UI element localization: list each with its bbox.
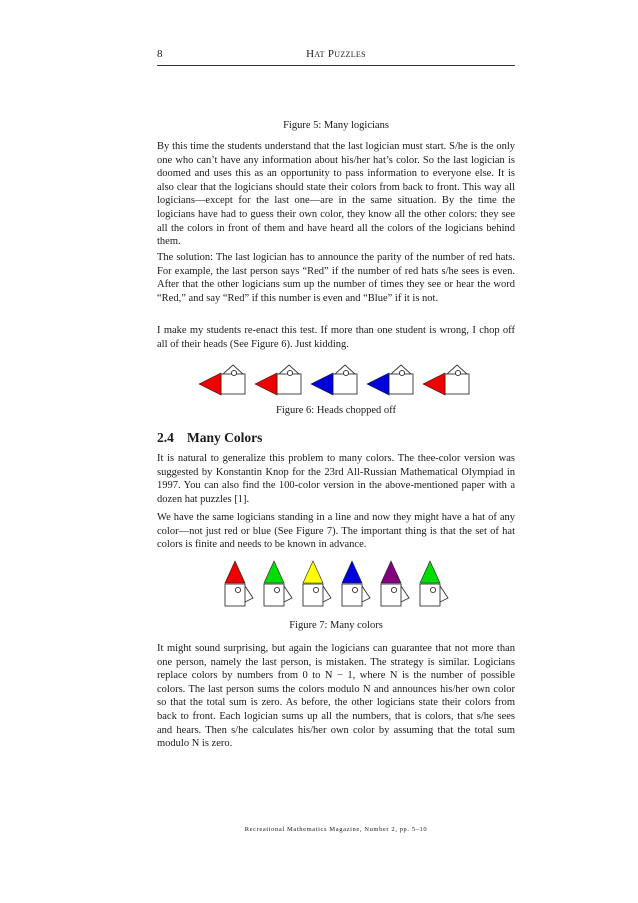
head-box	[303, 584, 323, 606]
hat-triangle	[255, 373, 277, 395]
nose	[245, 586, 253, 602]
logician	[420, 561, 448, 606]
head-box	[420, 584, 440, 606]
paragraph-4: It is natural to generalize this problem to many colors. The thee-color version was suggested by Konstantin Knop for the 23rd All-Russian Mathematical Olympiad in 1997. You can also find the 100-color version in the above-mentioned paper with a dozen hat puzzles [1].	[157, 453, 515, 505]
eye	[352, 587, 357, 592]
chopped-head	[367, 365, 413, 395]
section-number: 2.4	[157, 430, 174, 445]
page-number: 8	[157, 48, 163, 60]
hat-triangle	[199, 373, 221, 395]
logician	[303, 561, 331, 606]
hat-triangle	[311, 373, 333, 395]
logician	[264, 561, 292, 606]
nose	[362, 586, 370, 602]
chopped-head	[311, 365, 357, 395]
paragraph-3: I make my students re-enact this test. If more than one student is wrong, I chop off all of their heads (See Figure 6). Just kidding.	[157, 325, 515, 350]
section-title: Many Colors	[187, 430, 263, 445]
logician	[381, 561, 409, 606]
head-box	[445, 374, 469, 394]
head-box	[342, 584, 362, 606]
hat-triangle	[423, 373, 445, 395]
figure7-many-colors	[157, 558, 515, 608]
head-box	[277, 374, 301, 394]
nose	[323, 586, 331, 602]
page-footer: Recreational Mathematics Magazine, Number 2, pp. 5–10	[244, 826, 428, 833]
hat-triangle	[342, 561, 362, 583]
eye	[455, 370, 460, 375]
hat-triangle	[420, 561, 440, 583]
paragraph-5: We have the same logicians standing in a line and now they might have a hat of any color—not just red or blue (See Figure 7). The important thing is that the set of hat colors is finite and needs to be known in advance.	[157, 512, 515, 551]
head-box	[381, 584, 401, 606]
eye	[274, 587, 279, 592]
head-box	[333, 374, 357, 394]
hat-triangle	[381, 561, 401, 583]
eye	[430, 587, 435, 592]
head-box	[225, 584, 245, 606]
figure6-caption: Figure 6: Heads chopped off	[276, 405, 396, 416]
paragraph-1: By this time the students understand that the last logician must start. S/he is the only one who can’t have any information about his/her hat’s color. So the last logician is doomed and uses this as an opportunity to pass information to everyone else. It is also clear that the logicians should state their colors from back to front. This way all logicians—except for the last one—are in the same situation. By the time the logicians have had to guess their own color, they know all the other colors: they see all the colors in front of them and have heard all the colors of the logicians behind them.	[157, 141, 515, 248]
hat-triangle	[303, 561, 323, 583]
head-box	[221, 374, 245, 394]
head-box	[264, 584, 284, 606]
nose	[440, 586, 448, 602]
logician	[342, 561, 370, 606]
nose	[401, 586, 409, 602]
figure5-caption: Figure 5: Many logicians	[283, 120, 389, 131]
eye	[287, 370, 292, 375]
eye	[343, 370, 348, 375]
hat-triangle	[225, 561, 245, 583]
figure6-heads-chopped	[157, 360, 515, 396]
eye	[399, 370, 404, 375]
chopped-head	[423, 365, 469, 395]
head-box	[389, 374, 413, 394]
chopped-head	[255, 365, 301, 395]
figure7-caption: Figure 7: Many colors	[289, 620, 383, 631]
eye	[235, 587, 240, 592]
logician	[225, 561, 253, 606]
hat-triangle	[367, 373, 389, 395]
paragraph-6: It might sound surprising, but again the logicians can guarantee that not more than one person, namely the last person, is mistaken. The strategy is similar. Logicians replace colors by numbers from 0 to N − 1, where N is the number of possible colors. The last person sums the colors modulo N and announces his/her own color so that the total sum is zero. As before, the other logicians state their colors from back to front. Each logician sums up all the numbers, that is colors, that s/he sees and hears. Then s/he calculates his/her own color by assuming that the total sum modulo N is zero.	[157, 643, 515, 750]
running-header	[157, 45, 515, 66]
running-title: Hat Puzzles	[306, 48, 366, 60]
eye	[391, 587, 396, 592]
nose	[284, 586, 292, 602]
hat-triangle	[264, 561, 284, 583]
chopped-head	[199, 365, 245, 395]
section-heading	[157, 430, 515, 446]
eye	[231, 370, 236, 375]
paragraph-2: The solution: The last logician has to announce the parity of the number of red hats. For example, the last person says “Red” if the number of red hats s/he sees is even. After that the other logicians sum up the number of times they see or hear the word “Red,” and say “Red” if this number is even and “Blue” if it is not.	[157, 252, 515, 304]
eye	[313, 587, 318, 592]
